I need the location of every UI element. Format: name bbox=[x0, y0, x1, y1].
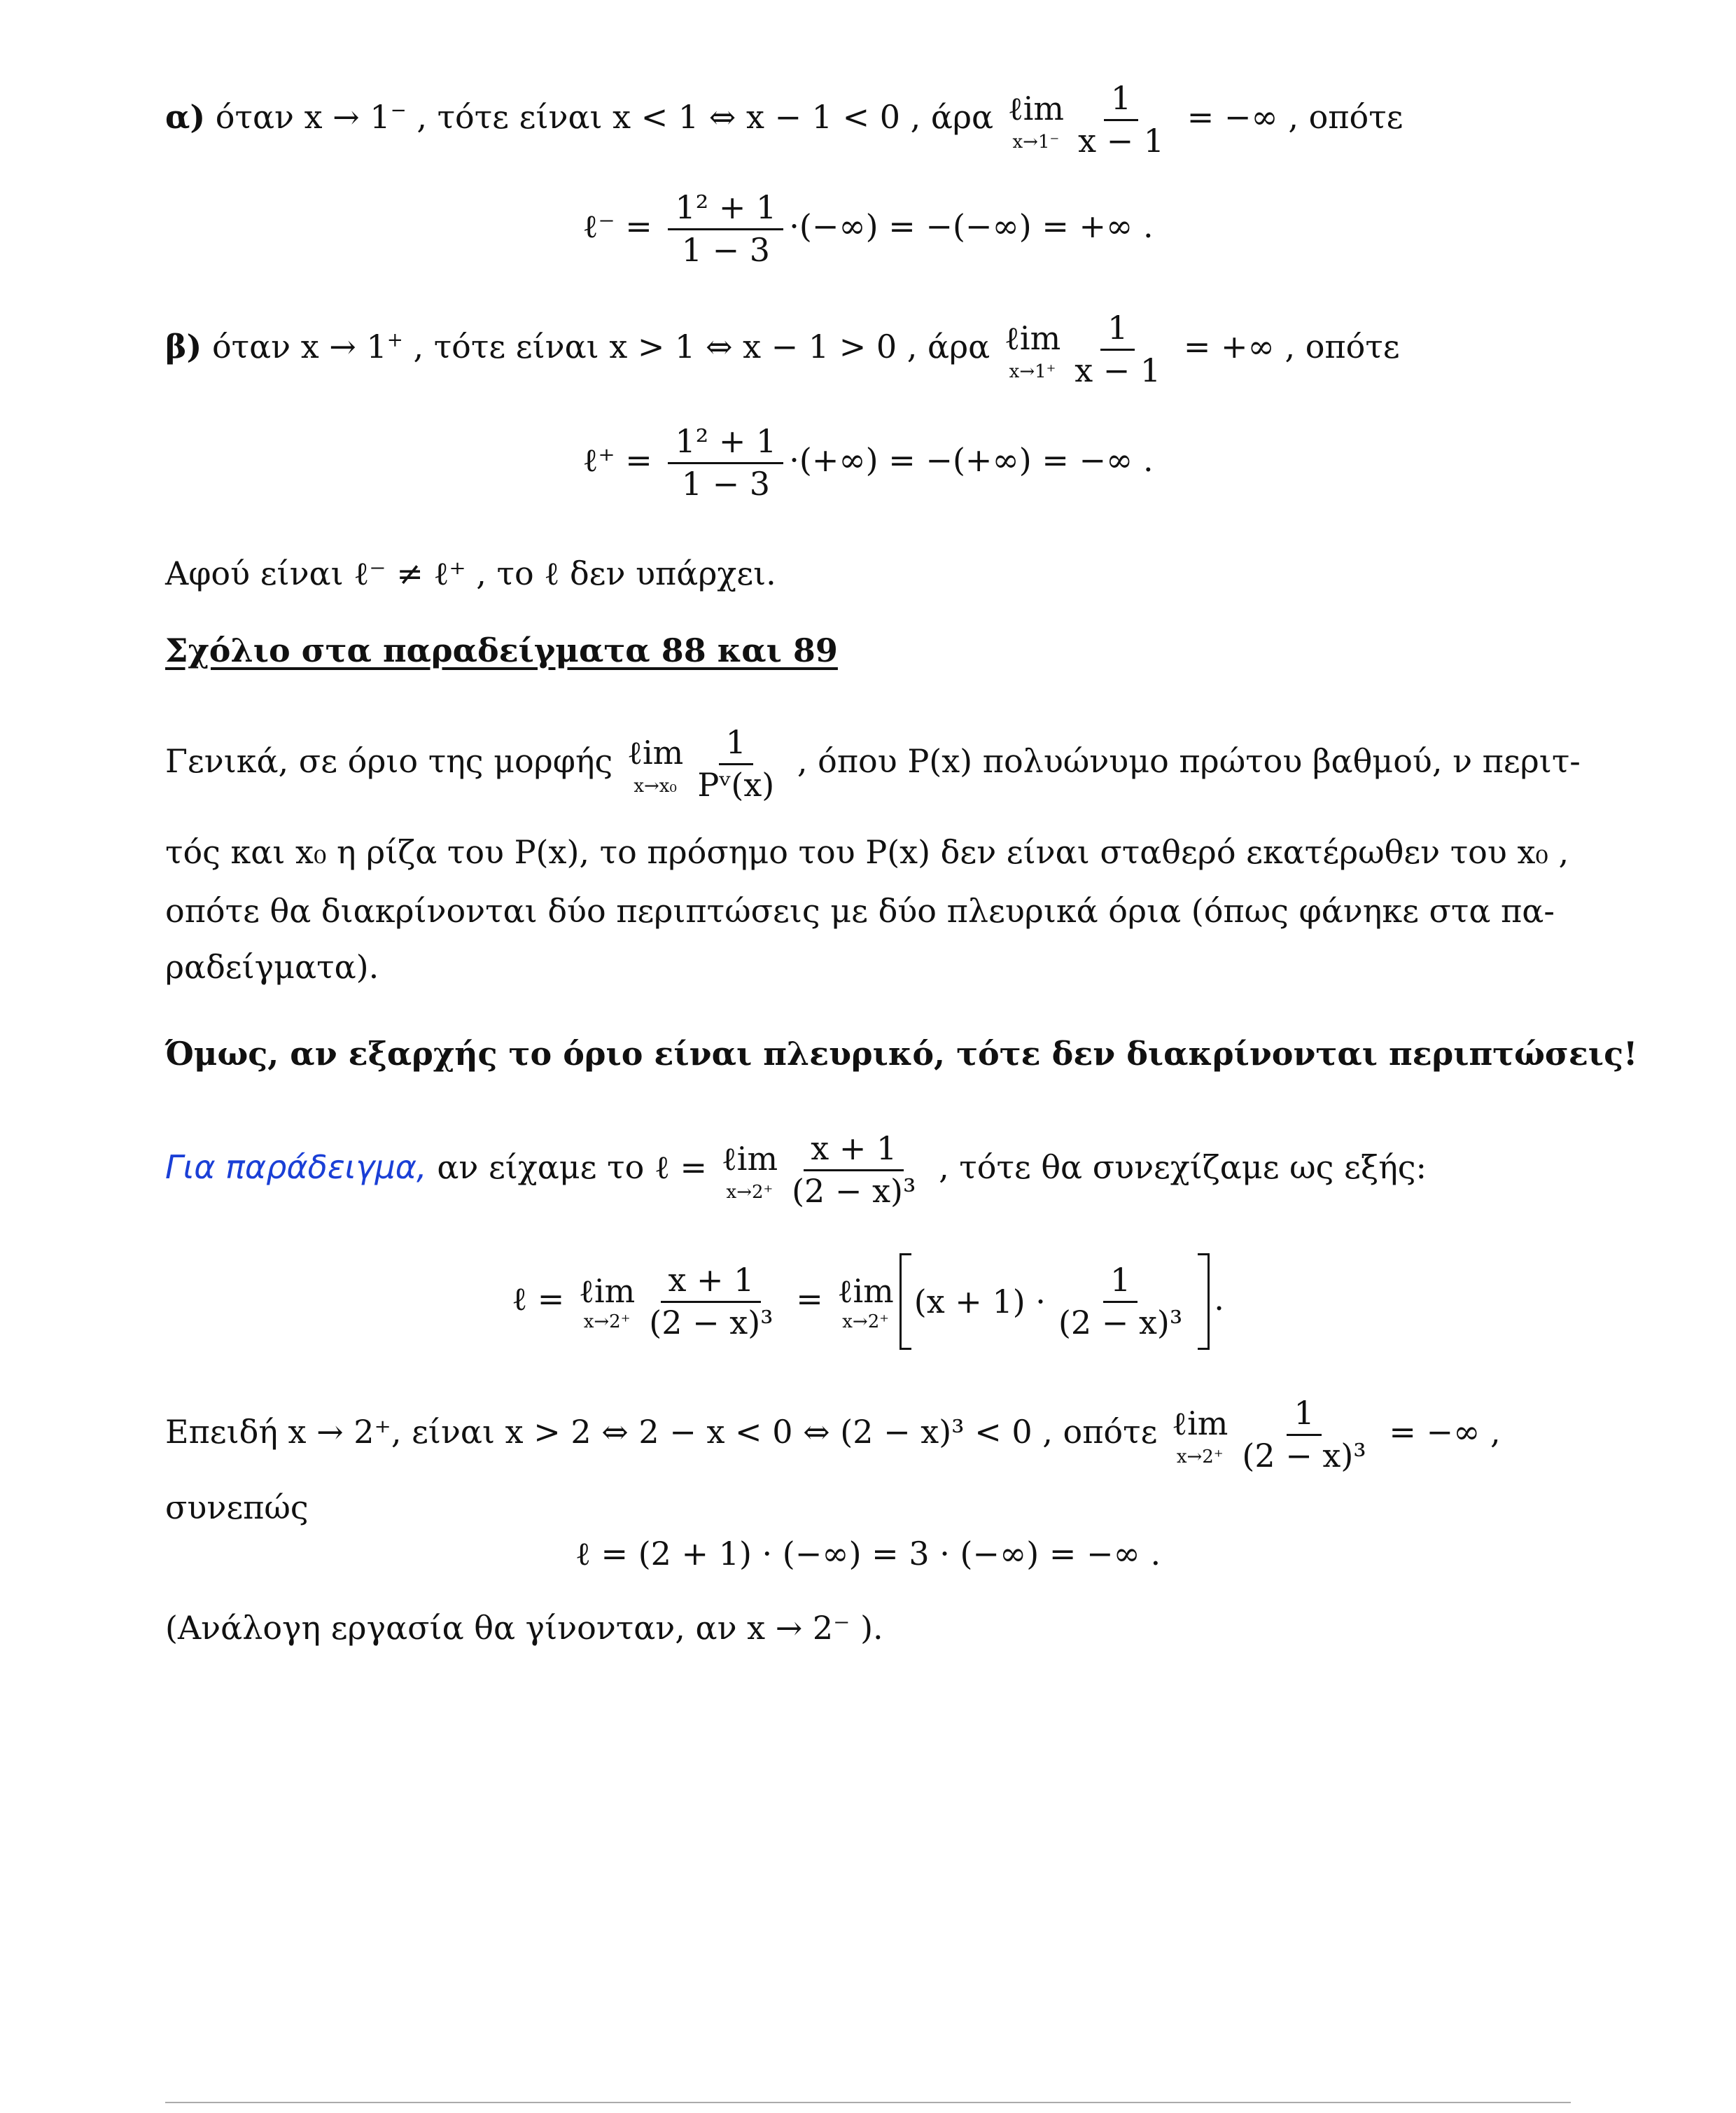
case-a-fraction bbox=[1071, 78, 1171, 161]
denominator: 1 − 3 bbox=[681, 230, 771, 269]
numerator: 1 bbox=[1104, 78, 1138, 121]
conclusion-text: Αφού είναι ℓ⁻ ≠ ℓ⁺ , το ℓ δεν υπάρχει. bbox=[165, 555, 776, 592]
eq-lhs: ℓ⁻ = bbox=[582, 207, 652, 245]
footer-rule bbox=[165, 2102, 1571, 2103]
denominator: 1 − 3 bbox=[681, 464, 771, 503]
eq-limit-1 bbox=[579, 1272, 635, 1331]
case-b-label: β) bbox=[165, 328, 202, 365]
general-text1: Γενικά, σε όριο της μορφής bbox=[165, 742, 613, 780]
case-a-text2: , τότε είναι x < 1 ⇔ x − 1 < 0 , άρα bbox=[416, 98, 994, 136]
equation-final: ℓ = (2 + 1) · (−∞) = 3 · (−∞) = −∞ . bbox=[575, 1535, 1161, 1572]
example-label: Για παράδειγμα, bbox=[165, 1148, 427, 1186]
lim-word: ℓim bbox=[626, 734, 684, 772]
numerator: 1² + 1 bbox=[668, 421, 783, 464]
numerator: x + 1 bbox=[661, 1260, 761, 1303]
lim-word: ℓim bbox=[578, 1272, 636, 1310]
since-text1: Επειδή x → 2⁺, είναι x > 2 ⇔ 2 − x < 0 ⇔ (2 − x)³ < 0 , οπότε bbox=[165, 1413, 1158, 1451]
lim-word: ℓim bbox=[837, 1272, 894, 1310]
numerator: 1² + 1 bbox=[668, 188, 783, 230]
eq-fraction bbox=[668, 188, 783, 270]
case-a-text3: = −∞ , οπότε bbox=[1186, 98, 1404, 136]
since-line bbox=[165, 1393, 1571, 1476]
denominator: (2 − x)³ bbox=[792, 1171, 916, 1210]
lim-sub: x→x₀ bbox=[634, 775, 677, 797]
lim-sub: x→2⁺ bbox=[1176, 1446, 1224, 1467]
lim-sub: x→1⁻ bbox=[1012, 131, 1060, 153]
equation-bracket bbox=[0, 1253, 1736, 1350]
eq-fraction bbox=[668, 421, 783, 504]
general-line-4: ραδείγματα). bbox=[165, 948, 379, 986]
lim-word: ℓim bbox=[1004, 319, 1061, 358]
case-b-sup: + bbox=[386, 328, 403, 351]
case-a-line bbox=[165, 78, 1571, 161]
case-a-label: α) bbox=[165, 98, 206, 136]
lim-word: ℓim bbox=[721, 1140, 778, 1178]
case-a-limit bbox=[1008, 88, 1064, 151]
eq-end: . bbox=[1214, 1280, 1224, 1318]
denominator: (2 − x)³ bbox=[1242, 1436, 1366, 1474]
numerator: 1 bbox=[1287, 1393, 1321, 1436]
denominator: Pᵛ(x) bbox=[697, 765, 775, 804]
case-a-sup: − bbox=[390, 98, 407, 122]
general-limit bbox=[627, 732, 683, 795]
case-a-text1: όταν x → 1 bbox=[215, 98, 391, 136]
eq-limit-2 bbox=[837, 1272, 893, 1331]
denominator: x − 1 bbox=[1074, 351, 1161, 389]
eq-rhs: ·(+∞) = −(+∞) = −∞ . bbox=[789, 441, 1154, 479]
eq-rhs: ·(−∞) = −(−∞) = +∞ . bbox=[789, 207, 1154, 245]
denominator: (2 − x)³ bbox=[649, 1303, 774, 1341]
since-limit bbox=[1172, 1403, 1228, 1466]
eq-equals: = bbox=[796, 1280, 823, 1318]
lim-sub: x→2⁺ bbox=[726, 1181, 774, 1203]
case-b-text2: , τότε είναι x > 1 ⇔ x − 1 > 0 , άρα bbox=[413, 328, 990, 365]
case-b-line bbox=[165, 308, 1571, 391]
numerator: 1 bbox=[719, 723, 753, 765]
numerator: 1 bbox=[1100, 308, 1135, 351]
eq-fraction-1 bbox=[642, 1260, 780, 1343]
eq-fraction-2 bbox=[1051, 1260, 1189, 1343]
general-fraction bbox=[690, 723, 781, 805]
example-fraction bbox=[785, 1129, 923, 1211]
equation-l-minus bbox=[0, 188, 1736, 270]
case-b-limit bbox=[1004, 318, 1060, 381]
lim-word: ℓim bbox=[1007, 90, 1065, 128]
example-limit bbox=[722, 1138, 778, 1201]
since-text2: = −∞ , bbox=[1389, 1413, 1501, 1451]
numerator: x + 1 bbox=[804, 1129, 904, 1171]
example-text1: αν είχαμε το ℓ = bbox=[437, 1148, 708, 1186]
denominator: (2 − x)³ bbox=[1058, 1303, 1183, 1341]
general-line-1 bbox=[165, 723, 1581, 805]
example-text2: , τότε θα συνεχίζαμε ως εξής: bbox=[939, 1148, 1427, 1186]
numerator: 1 bbox=[1103, 1260, 1138, 1303]
case-b-text1: όταν x → 1 bbox=[211, 328, 387, 365]
case-b-text3: = +∞ , οπότε bbox=[1183, 328, 1400, 365]
example-line bbox=[165, 1129, 1571, 1211]
eq-lhs: ℓ⁺ = bbox=[582, 441, 652, 479]
lim-word: ℓim bbox=[1172, 1404, 1228, 1443]
since-fraction bbox=[1235, 1393, 1373, 1476]
emphasis-text: Όμως, αν εξαρχής το όριο είναι πλευρικό, τότε δεν διακρίνονται περιπτώσεις! bbox=[165, 1035, 1638, 1073]
lim-sub: x→2⁺ bbox=[583, 1311, 631, 1332]
general-line-3: οπότε θα διακρίνονται δύο περιπτώσεις με δύο πλευρικά όρια (όπως φάνηκε στα πα- bbox=[165, 892, 1555, 930]
closing-note: (Ανάλογη εργασία θα γίνονταν, αν x → 2⁻ ). bbox=[165, 1609, 883, 1647]
denominator: x − 1 bbox=[1078, 121, 1165, 160]
section-heading: Σχόλιο στα παραδείγματα 88 και 89 bbox=[165, 632, 838, 669]
therefore-text: συνεπώς bbox=[165, 1488, 309, 1526]
equation-l-plus bbox=[0, 421, 1736, 504]
square-bracket bbox=[899, 1253, 1210, 1350]
case-b-fraction bbox=[1068, 308, 1168, 391]
eq-lhs: ℓ = bbox=[512, 1280, 565, 1318]
general-text2: , όπου P(x) πολυώνυμο πρώτου βαθμού, ν περιτ- bbox=[797, 742, 1581, 780]
bracket-inner-text: (x + 1) · bbox=[913, 1283, 1046, 1320]
lim-sub: x→1⁺ bbox=[1009, 361, 1056, 382]
lim-sub: x→2⁺ bbox=[842, 1311, 889, 1332]
general-line-2: τός και x₀ η ρίζα του P(x), το πρόσημο του P(x) δεν είναι σταθερό εκατέρωθεν του x₀ , bbox=[165, 833, 1569, 871]
